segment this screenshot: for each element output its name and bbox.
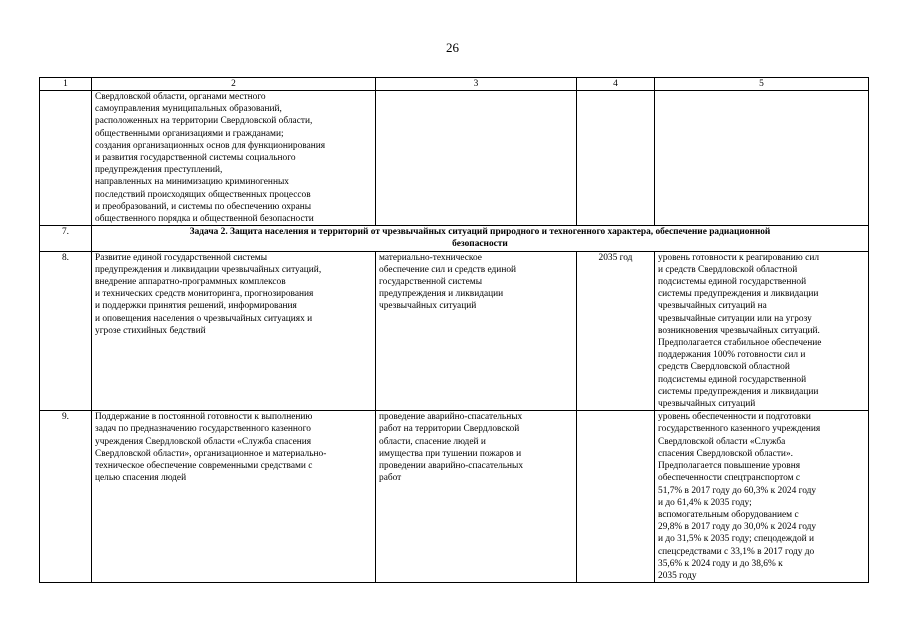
- measure-content: проведение аварийно-спасательных работ на территории Свердловской области, спасение людей и имущества при тушении пожаров и проведении аварийно-спасательных работ: [376, 411, 577, 583]
- measure-description: Свердловской области, органами местного самоуправления муниципальных образований, расположенных на территории Свердловской области, общественными организациями и гражданами; создания организационных основ для функционирования и развития государственной системы социального предупреждения преступлений, направленных на минимизацию криминогенных последствий происходящих общественных процессов и преобразований, и системы по обеспечению охраны общественного порядка и общественной безопасности: [92, 91, 376, 226]
- table-row: [40, 411, 869, 583]
- table-row: [40, 91, 869, 226]
- table-header-row: [40, 78, 869, 91]
- column-number-4: 4: [577, 78, 655, 91]
- program-table: [39, 77, 869, 583]
- measure-deadline: 2035 год: [577, 251, 655, 411]
- page-number: 26: [446, 40, 459, 55]
- row-number: 9.: [40, 411, 92, 583]
- row-number: 7.: [40, 226, 92, 251]
- measure-indicator: [655, 91, 869, 226]
- column-number-2: 2: [92, 78, 376, 91]
- measure-indicator: уровень готовности к реагированию сил и средств Свердловской областной подсистемы единой государственной системы предупреждения и ликвидации чрезвычайных ситуаций на чрезвычайные ситуации или на угрозу возникновения чрезвычайных ситуаций. Предполагается стабильное обеспечение поддержания 100% готовности сил и средств Свердловской областной подсистемы единой государственной системы предупреждения и ликвидации чрезвычайных ситуаций: [655, 251, 869, 411]
- measure-deadline: [577, 411, 655, 583]
- row-number: 8.: [40, 251, 92, 411]
- task-row: [40, 226, 869, 251]
- table-row: [40, 251, 869, 411]
- measure-content: материально-техническое обеспечение сил и средств единой государственной системы предупреждения и ликвидации чрезвычайных ситуаций: [376, 251, 577, 411]
- measure-deadline: [577, 91, 655, 226]
- measure-description: Развитие единой государственной системы предупреждения и ликвидации чрезвычайных ситуаций, внедрение аппаратно-программных комплексов и технических средств мониторинга, прогнозирования и поддержки принятия решений, информирования и оповещения населения о чрезвычайных ситуациях и угрозе стихийных бедствий: [92, 251, 376, 411]
- measure-content: [376, 91, 577, 226]
- measure-indicator: уровень обеспеченности и подготовки государственного казенного учреждения Свердловской области «Служба спасения Свердловской области». Предполагается повышение уровня обеспеченности спецтранспортом с 51,7% в 2017 году до 60,3% к 2024 году и до 61,4% к 2035 году; вспомогательным оборудованием с 29,8% в 2017 году до 30,0% к 2024 году и до 31,5% к 2035 году; спецодеждой и спецсредствами с 33,1% в 2017 году до 35,6% к 2024 году и до 38,6% к 2035 году: [655, 411, 869, 583]
- column-number-5: 5: [655, 78, 869, 91]
- measure-description: Поддержание в постоянной готовности к выполнению задач по предназначению государственного казенного учреждения Свердловской области «Служба спасения Свердловской области», организационное и материально- техническое обеспечение современными средствами с целью спасения людей: [92, 411, 376, 583]
- column-number-1: 1: [40, 78, 92, 91]
- row-number: [40, 91, 92, 226]
- column-number-3: 3: [376, 78, 577, 91]
- task-heading: Задача 2. Защита населения и территорий от чрезвычайных ситуаций природного и техногенного характера, обеспечение радиационной безопасности: [92, 226, 869, 251]
